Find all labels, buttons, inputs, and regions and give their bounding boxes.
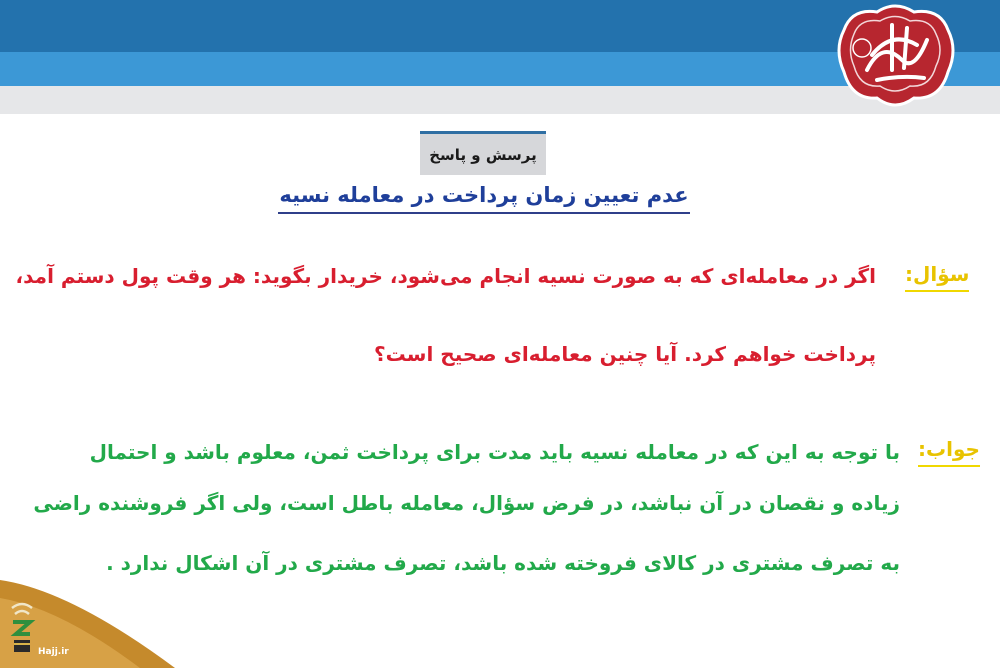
answer-line-3: به تصرف مشتری در کالای فروخته شده باشد، تصرف مشتری در آن اشکال ندارد . (106, 551, 900, 575)
leader-seal-logo (832, 0, 958, 112)
answer-label: جواب: (918, 437, 980, 467)
qa-section-tag: پرسش و پاسخ (420, 131, 546, 175)
question-line-2: پرداخت خواهم کرد. آیا چنین معامله‌ای صحیح است؟ (374, 342, 876, 366)
page-title: عدم تعیین زمان پرداخت در معامله نسیه (278, 183, 690, 214)
question-label: سؤال: (905, 262, 969, 292)
answer-line-2: زیاده و نقصان در آن نباشد، در فرض سؤال، معامله باطل است، ولی اگر فروشنده راضی (33, 491, 900, 515)
brand-label: Hajj.ir (38, 647, 69, 657)
answer-line-1: با توجه به این که در معامله نسیه باید مدت برای پرداخت ثمن، معلوم باشد و احتمال (89, 440, 900, 464)
question-line-1: اگر در معامله‌ای که به صورت نسیه انجام می‌شود، خریدار بگوید: هر وقت پول دستم آمد، (15, 264, 876, 288)
hajj-logo-icon (8, 600, 36, 658)
